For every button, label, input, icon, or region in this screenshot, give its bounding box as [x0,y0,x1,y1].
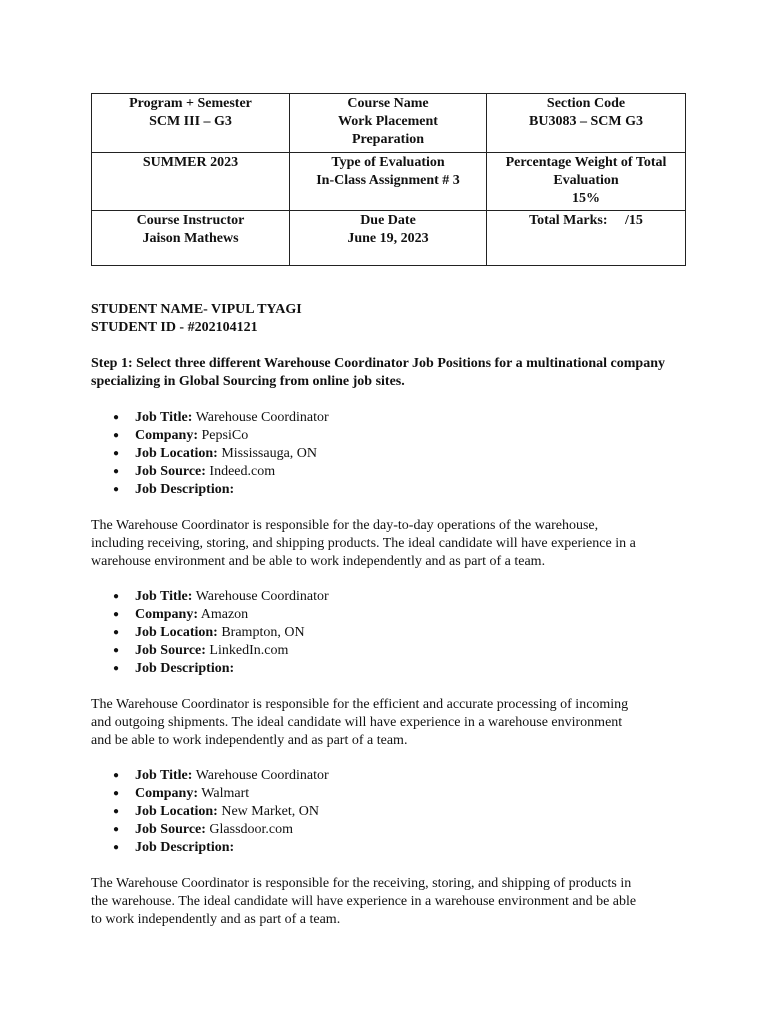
section-code-cell [487,94,686,153]
list-item [91,409,329,427]
job-location-label: Job Location: [135,625,218,640]
company-value: Walmart [201,786,250,801]
job-2-details [91,588,329,678]
list-item [91,767,329,785]
cell-text: Evaluation [553,173,619,188]
description-line: including receiving, storing, and shipping products. The ideal candidate will have experience in a [91,536,636,551]
cell-text: SCM III – G3 [149,114,232,129]
cell-text: Work Placement [338,114,438,129]
student-id: STUDENT ID - #202104121 [91,320,258,335]
course-name-cell [290,94,487,153]
description-line: and outgoing shipments. The ideal candidate will have experience in a warehouse environment [91,715,623,730]
bullet-icon: ● [113,842,120,853]
bullet-icon: ● [113,412,120,423]
cell-text: Type of Evaluation [331,155,445,170]
cell-text: June 19, 2023 [347,231,429,246]
table-row [92,94,686,153]
description-line: warehouse environment and be able to work independently and as part of a team. [91,554,546,569]
job-title-label: Job Title: [135,589,193,604]
list-item [91,642,329,660]
job-location-value: New Market, ON [221,804,319,819]
cell-text: Percentage Weight of Total [505,155,667,170]
list-item [91,624,329,642]
due-date-cell [290,211,487,266]
job-source-value: LinkedIn.com [209,643,289,658]
job-source-label: Job Source: [135,464,206,479]
cell-text: Preparation [351,132,425,147]
bullet-icon: ● [113,609,120,620]
cell-text: Course Name [347,96,429,111]
list-item [91,481,329,499]
bullet-icon: ● [113,466,120,477]
description-line: The Warehouse Coordinator is responsible for the efficient and accurate processing of incoming [91,697,629,712]
student-info [91,301,302,337]
job-location-value: Mississauga, ON [221,446,318,461]
bullet-icon: ● [113,448,120,459]
course-info-table [91,93,686,266]
bullet-icon: ● [113,770,120,781]
job-title-value: Warehouse Coordinator [195,589,329,604]
job-2-description [91,696,691,750]
company-label: Company: [135,607,199,622]
job-title-value: Warehouse Coordinator [195,410,329,425]
job-description-label: Job Description: [135,661,235,676]
cell-text: BU3083 – SCM G3 [529,114,643,129]
job-source-label: Job Source: [135,822,206,837]
company-value: Amazon [200,607,249,622]
description-line: The Warehouse Coordinator is responsible for the receiving, storing, and shipping of products in [91,876,632,891]
list-item [91,839,329,857]
description-line: and be able to work independently and as part of a team. [91,733,408,748]
list-item [91,445,329,463]
cell-text: 15% [572,191,600,206]
job-3-description [91,875,691,929]
description-line: the warehouse. The ideal candidate will have experience in a warehouse environment and be able [91,894,637,909]
table-row [92,153,686,211]
instructor-cell [92,211,290,266]
job-source-value: Glassdoor.com [209,822,294,837]
job-source-value: Indeed.com [209,464,276,479]
table-row [92,211,686,266]
bullet-icon: ● [113,645,120,656]
job-1-description [91,517,691,571]
job-3-details [91,767,329,857]
list-item [91,427,329,445]
bullet-icon: ● [113,824,120,835]
total-marks-cell [487,211,686,266]
bullet-icon: ● [113,430,120,441]
bullet-icon: ● [113,663,120,674]
evaluation-type-cell [290,153,487,211]
cell-text: Due Date [360,213,416,228]
list-item [91,588,329,606]
company-label: Company: [135,428,199,443]
job-title-value: Warehouse Coordinator [195,768,329,783]
job-location-label: Job Location: [135,446,218,461]
company-value: PepsiCo [201,428,249,443]
job-1-details [91,409,329,499]
job-description-label: Job Description: [135,482,235,497]
cell-text: Section Code [546,96,626,111]
cell-text: Course Instructor [136,213,245,228]
job-title-label: Job Title: [135,768,193,783]
job-source-label: Job Source: [135,643,206,658]
job-description-label: Job Description: [135,840,235,855]
bullet-icon: ● [113,591,120,602]
job-location-label: Job Location: [135,804,218,819]
list-item [91,463,329,481]
list-item [91,821,329,839]
list-item [91,785,329,803]
cell-text: In-Class Assignment # 3 [316,173,460,188]
description-line: to work independently and as part of a team. [91,912,341,927]
bullet-icon: ● [113,788,120,799]
list-item [91,803,329,821]
program-semester-cell [92,94,290,153]
bullet-icon: ● [113,806,120,817]
description-line: The Warehouse Coordinator is responsible for the day-to-day operations of the warehouse, [91,518,599,533]
term-cell [92,153,290,211]
student-name: STUDENT NAME- VIPUL TYAGI [91,302,302,317]
bullet-icon: ● [113,484,120,495]
list-item [91,606,329,624]
company-label: Company: [135,786,199,801]
bullet-icon: ● [113,627,120,638]
cell-text: Program + Semester [129,96,252,111]
list-item [91,660,329,678]
cell-text: SUMMER 2023 [142,155,239,170]
job-title-label: Job Title: [135,410,193,425]
cell-text: Jaison Mathews [142,231,239,246]
step-1-instruction: Step 1: Select three different Warehouse Coordinator Job Positions for a multinational company specializing in Global Sourcing from online job sites. [91,356,665,389]
weight-cell [487,153,686,211]
cell-text: Total Marks: /15 [529,213,643,228]
job-location-value: Brampton, ON [221,625,305,640]
